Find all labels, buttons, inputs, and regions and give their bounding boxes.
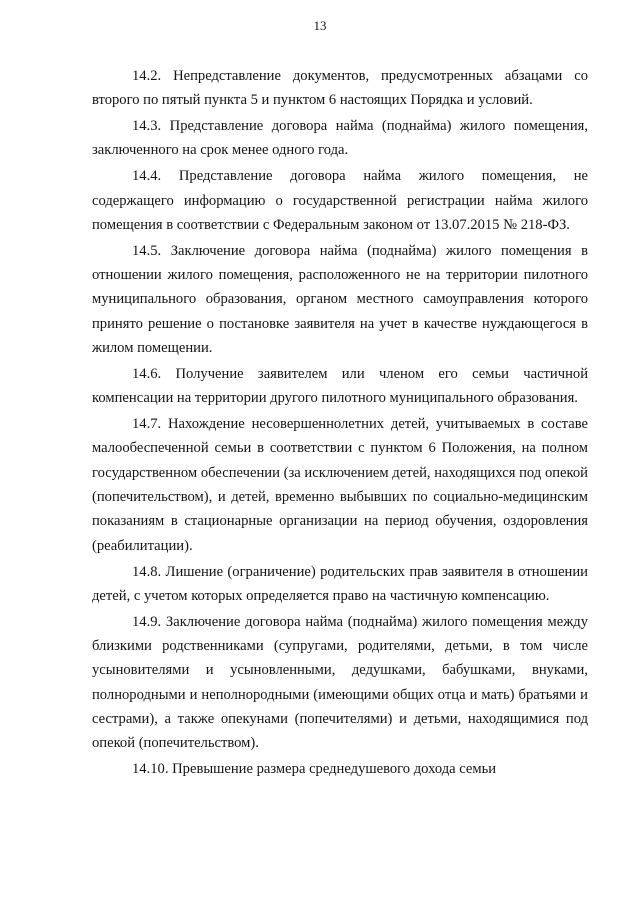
document-body [92, 64, 588, 783]
paragraph-14-7: 14.7. Нахождение несовершеннолетних детей, учитываемых в составе малообеспеченной семьи в соответствии с пунктом 6 Положения, на полном государственном обеспечении (за исключением детей, находящихся под опекой (попечительством), и детей, временно выбывших по социально-медицинским показаниям в стационарные организации на период обучения, оздоровления (реабилитации). [92, 416, 588, 554]
paragraph-14-5: 14.5. Заключение договора найма (поднайма) жилого помещения в отношении жилого помещения, расположенного не на территории пилотного муниципального образования, органом местного самоуправления которого принято решение о постановке заявителя на учет в качестве нуждающегося в жилом помещении. [92, 242, 588, 357]
page-number: 13 [313, 18, 327, 33]
paragraph-14-10: 14.10. Превышение размера среднедушевого дохода семьи [132, 761, 497, 778]
paragraph-14-6: 14.6. Получение заявителем или членом его семьи частичной компенсации на территории другого пилотного муниципального образования. [92, 365, 588, 407]
paragraph-14-2: 14.2. Непредставление документов, предусмотренных абзацами со второго по пятый пункта 5 и пунктом 6 настоящих Порядка и условий. [92, 68, 588, 109]
paragraph-14-9: 14.9. Заключение договора найма (поднайма) жилого помещения между близкими родственниками (супругами, родителями, детьми, в том числе усыновителями и усыновленными, дедушками, бабушками, внуками, полнородными и неполнородными (имеющими общих отца и мать) братьями и сестрами), а также опекунами (попечителями) и детьми, находящимися под опекой (попечительством). [92, 613, 588, 752]
paragraph-14-3: 14.3. Представление договора найма (поднайма) жилого помещения, заключенного на срок менее одного года. [92, 118, 588, 159]
paragraph-14-8: 14.8. Лишение (ограничение) родительских прав заявителя в отношении детей, с учетом которых определяется право на частичную компенсацию. [92, 563, 588, 604]
paragraph-14-4: 14.4. Представление договора найма жилого помещения, не содержащего информацию о государственной регистрации найма жилого помещения в соответствии с Федеральным законом от 13.07.2015 № 218-ФЗ. [92, 168, 588, 233]
